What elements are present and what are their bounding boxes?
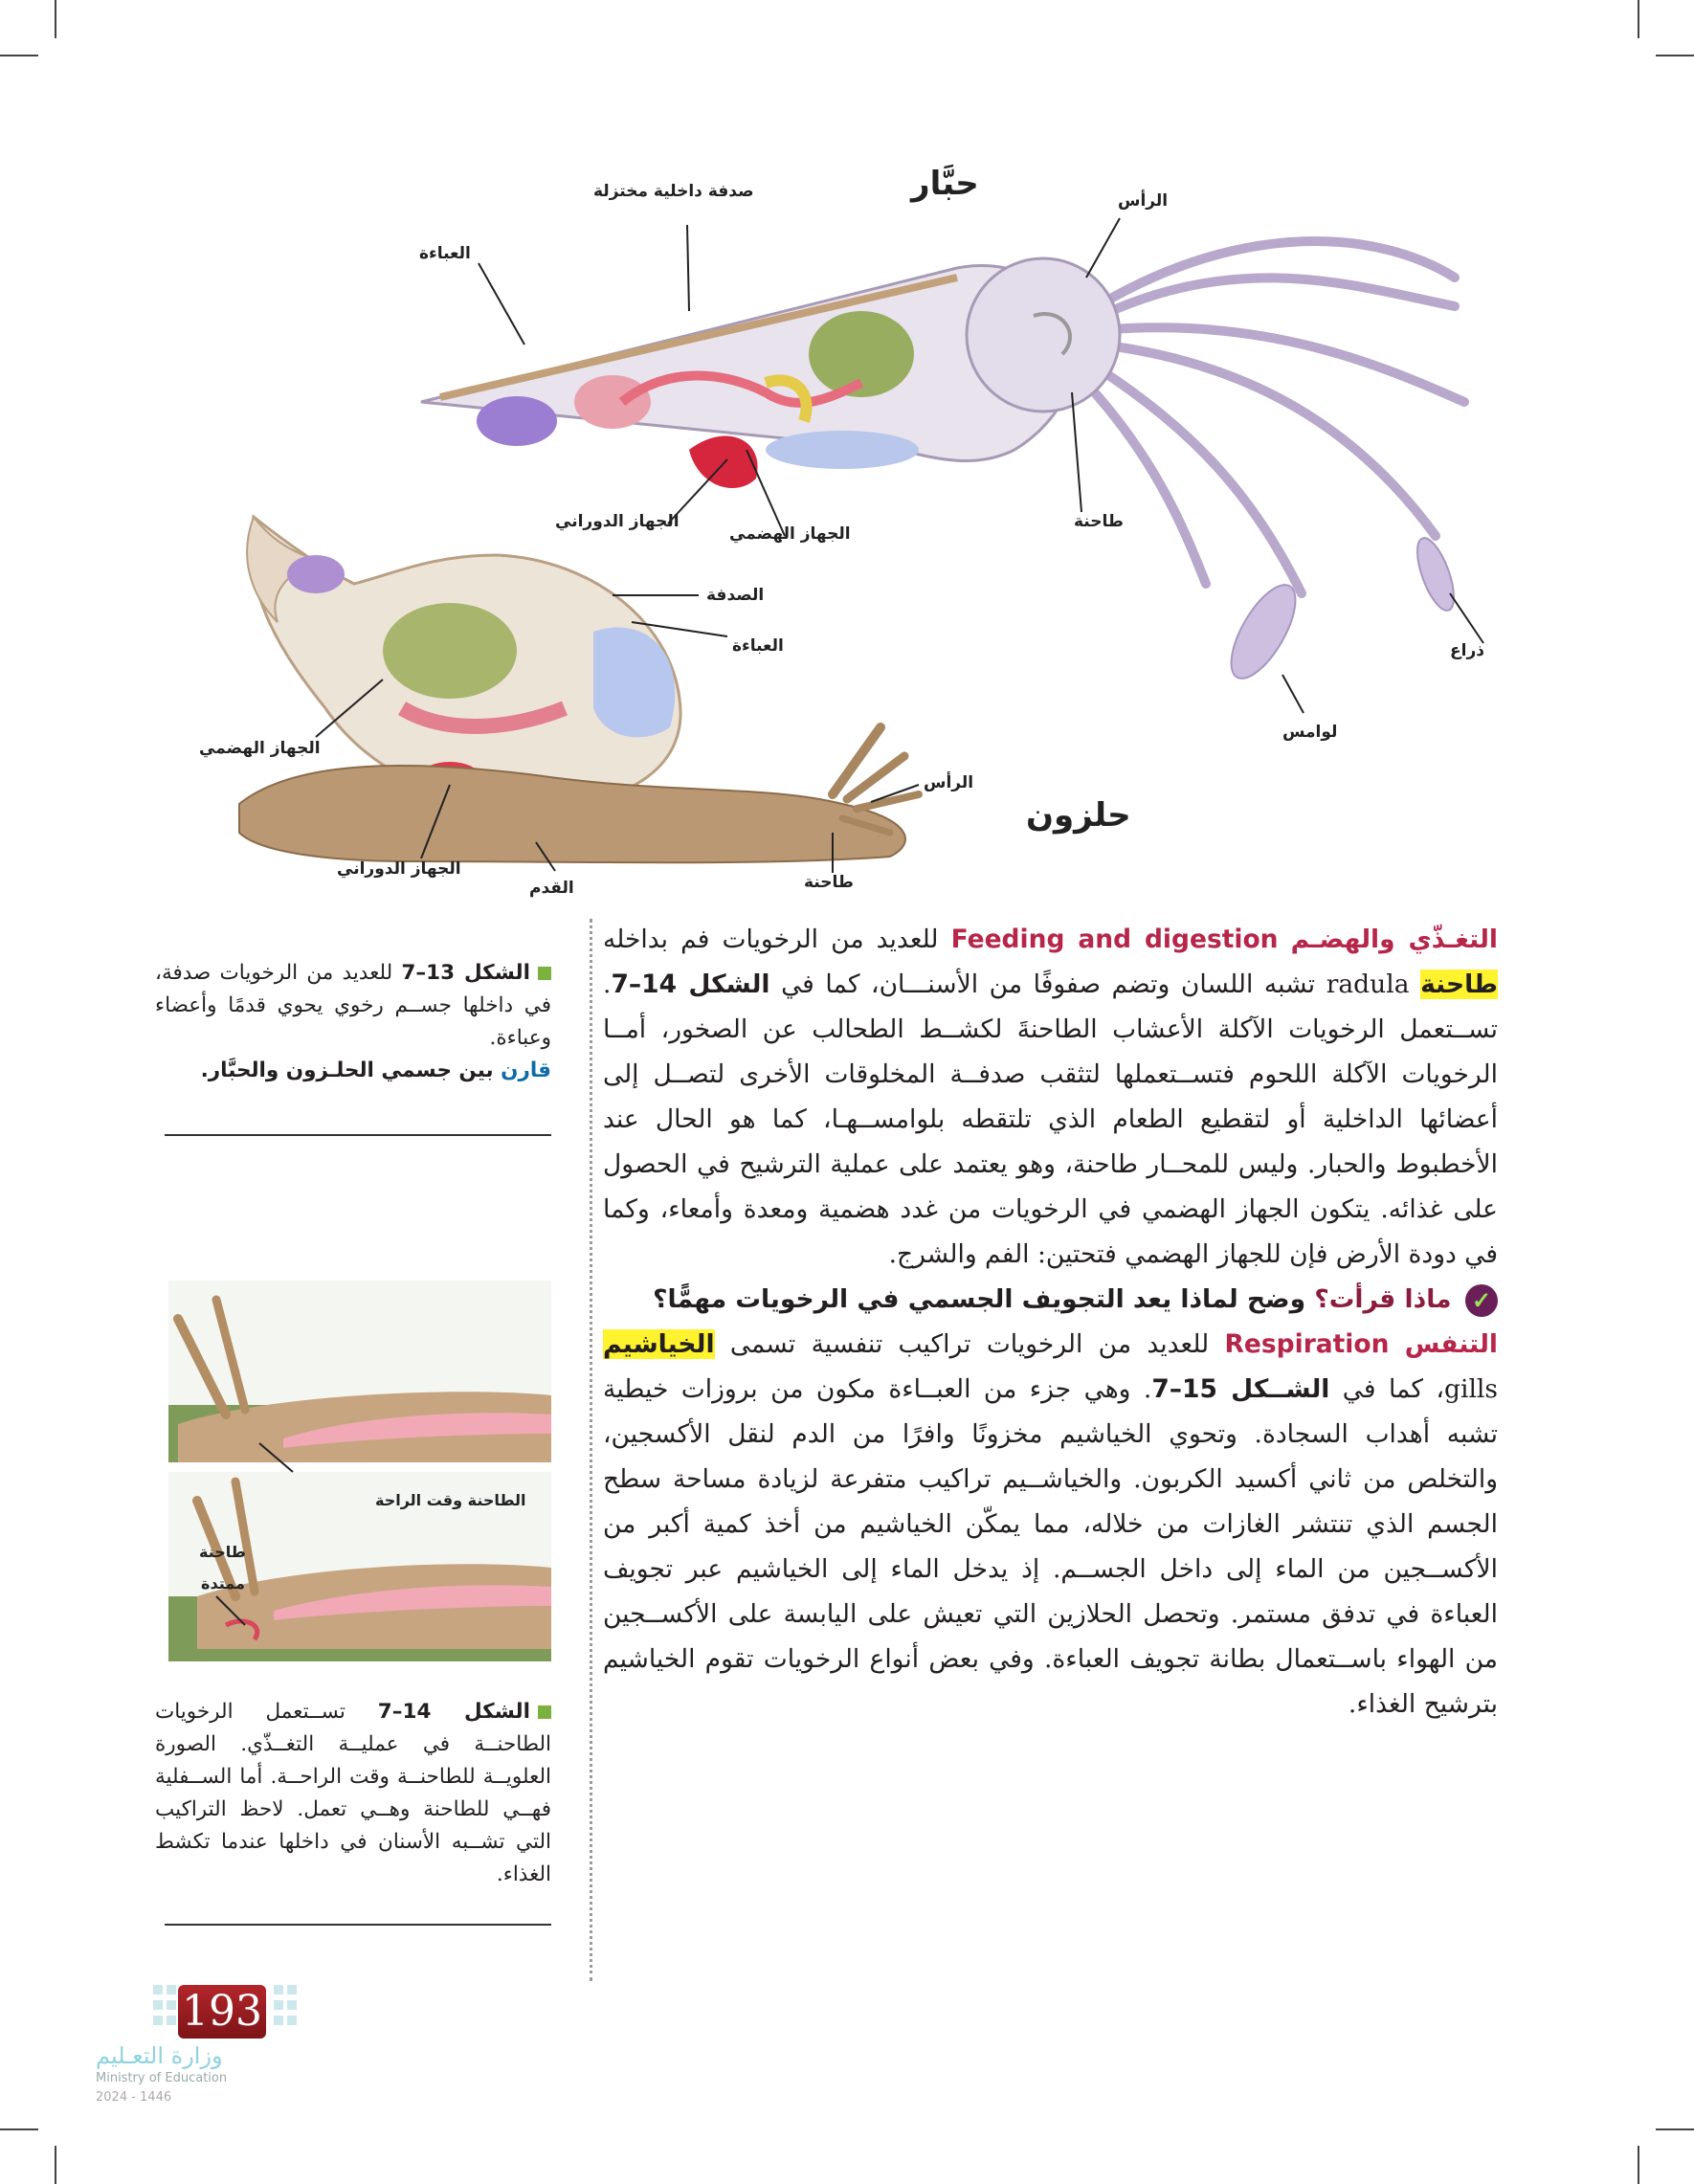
column-divider [590,919,592,1981]
squid-tentacle-club [1218,575,1307,687]
heading-feeding-ar: التغـذّي والهضـم [1290,925,1498,954]
text: . تســتعمل الرخويات الآكلة الأعشاب الطاحنةَ لكشــط الطحالب عن الصخور، أمــا الرخويات الآكلة اللحوم فتســتعملها لتثقب صدفــة المخلوقات الأخرى لتصــل إلى أعضائها الداخلية أو لتقطيع الطعام الذي تلتقطه بلوامســهـا، كما هو الحال عند الأخطبوط والحبار. وليس للمحــار طاحنة، وهو يعتمد على عملية الترشيح في الحصول على غذائه. يتكون الجهاز الهضمي في الرخويات من غدد هضمية ومعدة وأمعاء، وكما في دودة الأرض فإن للجهاز الهضمي فتحتين: الفم والشرج. [603,969,1498,1269]
squid-circulatory-organ [689,436,758,488]
label-squid-arm: ذراع [1450,641,1484,660]
label-snail-mantle: العباءة [732,636,784,656]
text: radula تشبه اللسان وتضم صفوفًا من الأسنـــان، كما في [769,969,1421,999]
label-snail-radula: طاحنة [804,873,854,892]
label-squid-radula: طاحنة [1074,512,1124,531]
label-squid-digestive: الجهاز الهضمي [729,524,851,544]
caption-figure-13 [155,957,551,1087]
ministry-year: 2024 - 1446 [96,2090,172,2105]
heading-respiration-ar: التنفس [1404,1329,1498,1359]
squid-gill [766,431,919,469]
snail-foot [239,766,905,862]
caption-figure-13-tag: الشكل 13–7 [401,961,530,985]
photo-label-rest: الطاحنة وقت الراحة [375,1491,526,1509]
figure-ref: الشكل 14–7 [611,969,770,999]
text: . وهي جزء من العبــاءة مكون من بروزات خيطية تشبه أهداب السجادة. وتحوي الخياشيم مخزونًا وافرًا من الدم لنقل الأكسجين، والتخلص من ثاني أكسيد الكربون. والخياشــيم تراكيب متفرعة لزيادة مساحة سطح الجسم الذي تنتشر الغازات من خلاله، مما يمكّن الخياشيم من أخذ كمية أكبر من الأكســجين من الماء إلى داخل الجســم. إذ يدخل الماء إلى الخياشيم عبر تجويف العباءة في تدفق مستمر. وتحصل الحلازين التي تعيش على اليابسة على الأكســجين من الهواء باســتعمال بطانة تجويف العباءة. وفي بعض أنواع الرخويات تقوم الخياشيم بترشيح الغذاء. [603,1374,1498,1719]
squid-arm-tip [1410,534,1461,615]
crop-mark [1656,2128,1694,2130]
radula-photo [168,1281,551,1661]
ministry-name-en: Ministry of Education [96,2071,228,2085]
highlight-radula: طاحنة [1420,969,1498,999]
compare-label: قارن [501,1059,551,1082]
text: للعديد من الرخويات فم بداخله [603,925,939,954]
squid-title: حبَّار [911,165,979,203]
label-squid-head: الرأس [1118,191,1169,211]
caption-figure-14 [155,1696,551,1891]
label-squid-mantle: العباءة [419,244,471,263]
photo-label-extended-2: ممتدة [201,1574,245,1593]
figure-ref: الشــكل 15–7 [1151,1374,1330,1404]
label-squid-tentacles: لوامس [1282,723,1338,742]
sidebar-rule [165,1924,551,1926]
reading-check-question: وضح لماذا يعد التجويف الجسمي في الرخويات مهمًّا؟ [653,1284,1315,1314]
label-snail-foot: القدم [529,879,574,898]
page-number: 193 [178,1985,266,2039]
reading-check-label: ماذا قرأت؟ [1314,1284,1452,1314]
paragraph-respiration [603,1322,1498,1727]
snail-lung [593,628,675,738]
label-snail-digestive: الجهاز الهضمي [199,739,321,758]
caption-marker [538,967,551,980]
label-squid-circulatory: الجهاز الدوراني [555,512,680,531]
caption-figure-14-tag: الشكل 14–7 [377,1700,531,1724]
squid-head [967,258,1120,412]
label-snail-shell: الصدفة [706,586,765,605]
sidebar-rule [165,1134,551,1136]
ministry-name-ar: وزارة التعـليم [96,2042,223,2069]
paragraph-feeding [603,917,1498,1277]
squid-tentacles [1081,241,1464,593]
caption-figure-13-text: للعديد من الرخويات صدفة، في داخلها جســم رخوي يحوي قدمًا وأعضاء وعباءة. [155,961,551,1050]
mollusc-anatomy-diagram [0,0,1694,900]
label-squid-shell: صدفة داخلية مختزلة [593,182,754,201]
check-icon: ✓ [1465,1284,1498,1317]
heading-feeding-en: Feeding and digestion [950,925,1279,954]
heading-respiration-en: Respiration [1224,1329,1390,1359]
text: gills، كما في [1329,1374,1498,1404]
caption-figure-14-text: تســتعمل الرخويات الطاحنــة في عمليــة التغــذّي. الصورة العلويــة للطاحنــة وقت الراحــة. أما الســفلية فهــي للطاحنة وهــي تعمل. لاحظ التراكيب التي تشــبه الأسنان في داخلها عندما تكشط الغذاء. [155,1700,551,1886]
crop-mark [55,2146,56,2184]
photo-label-extended-1: طاحنة [199,1543,246,1561]
text: للعديد من الرخويات تراكيب تنفسية تسمى [714,1329,1225,1359]
main-text [603,917,1498,1727]
snail-digestive-gland [383,603,517,699]
compare-text: بين جسمي الحلـزون والحبَّار. [200,1059,502,1082]
snail-gonad [287,555,345,593]
crop-mark [0,2128,38,2130]
snail-title: حلزون [1026,796,1131,835]
caption-marker [538,1705,551,1719]
label-snail-head: الرأس [924,773,974,792]
crop-mark [1638,2146,1639,2184]
squid-stomach [574,375,651,429]
highlight-gills: الخياشيم [603,1329,715,1359]
squid-gonad [477,396,557,446]
label-snail-circulatory: الجهاز الدوراني [337,859,461,879]
reading-check [603,1277,1498,1322]
